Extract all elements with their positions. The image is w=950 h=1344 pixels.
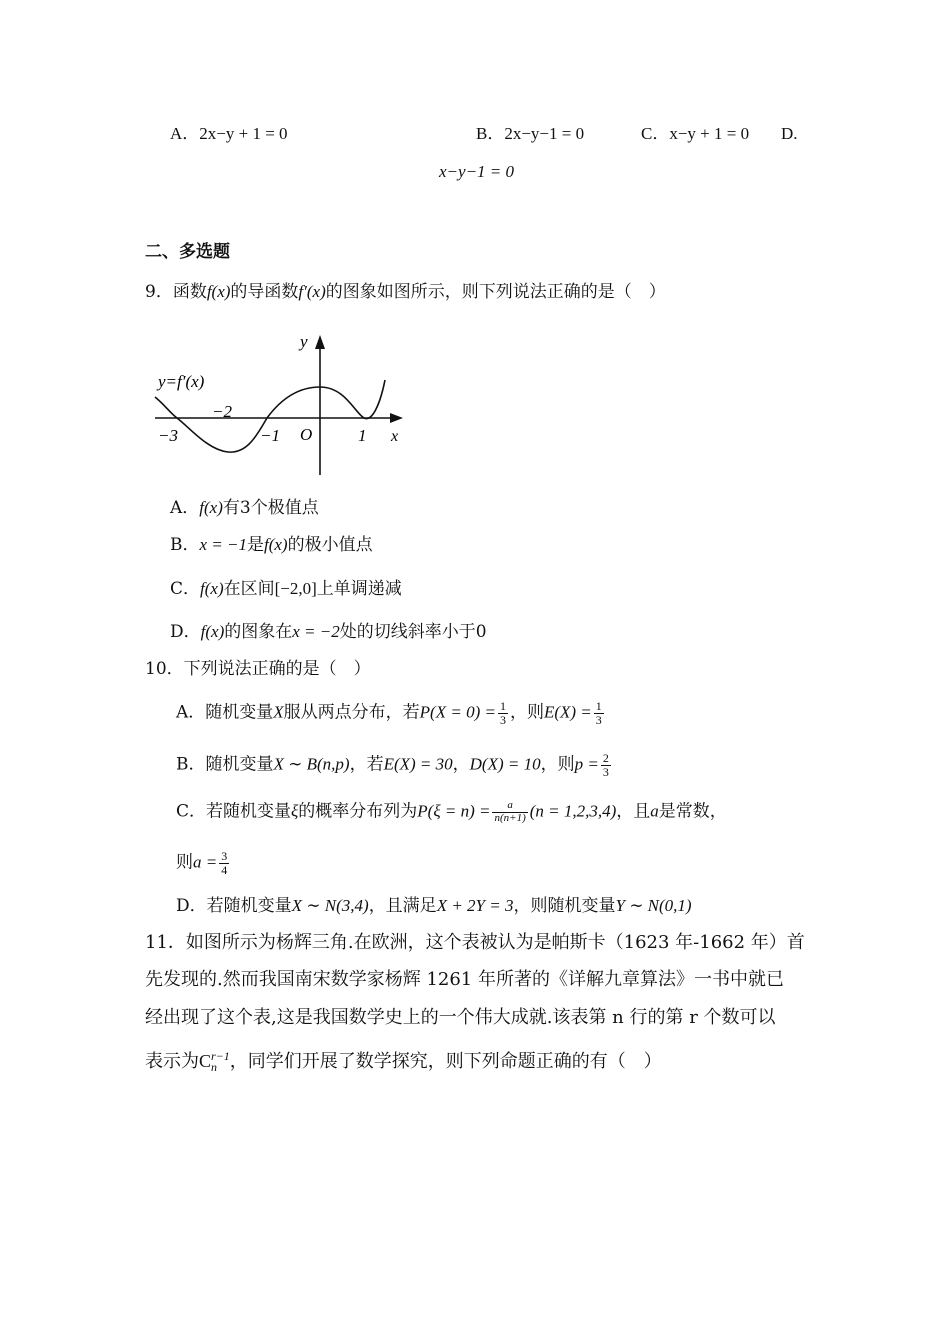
y-axis-arrow — [315, 335, 325, 349]
x-axis-label: x — [391, 428, 399, 445]
tick-label-neg2: −2 — [212, 402, 232, 421]
q8-option-a: A．2x−y + 1 = 0 — [170, 124, 288, 143]
q9-option-c: C．f(x)在区间[−2,0]上单调递减 — [170, 579, 402, 599]
curve-label: y=f′(x) — [158, 372, 205, 391]
q9-option-b: B．x = −1是f(x)的极小值点 — [170, 535, 373, 555]
q10-stem: 10．下列说法正确的是（ ） — [145, 659, 371, 679]
tick-label-1: 1 — [358, 426, 367, 445]
origin-label: O — [300, 425, 313, 444]
q8-option-d-label: D. — [781, 124, 798, 143]
q8-option-b: B．2x−y−1 = 0 — [476, 124, 585, 143]
q11-line-3: 经出现了这个表,这是我国数学史上的一个伟大成就.该表第 n 行的第 r 个数可以 — [145, 1007, 776, 1028]
q10-option-c: C．若随机变量ξ的概率分布列为P(ξ = n) = $\frac{a}{n(n+1)}$ (n = 1,2,3,4)，且a是常数， — [176, 799, 727, 824]
q10-option-d: D．若随机变量X ∼ N(3,4)，且满足X + 2Y = 3，则随机变量Y ∼ N(0,1) — [176, 896, 692, 916]
tick-label-neg3: −3 — [158, 426, 178, 445]
section-heading: 二、多选题 — [145, 242, 230, 262]
q10-option-b: B．随机变量X ∼ B(n,p)，若E(X) = 30，D(X) = 10，则p = $\frac{2}{3}$ — [176, 751, 609, 779]
q9-option-a: A．f(x)有3个极值点 — [170, 498, 319, 518]
q11-line-1: 11．如图所示为杨辉三角.在欧洲，这个表被认为是帕斯卡（1623 年-1662 年）首 — [145, 932, 805, 953]
q9-stem: 9．函数f(x)的导函数f′(x)的图象如图所示，则下列说法正确的是（ ） — [145, 282, 666, 302]
q9-option-d: D．f(x)的图象在x = −2处的切线斜率小于0 — [170, 622, 487, 642]
q8-option-d-expr: x−y−1 = 0 — [439, 162, 515, 181]
q10-option-a: A．随机变量X服从两点分布，若P(X = 0) = $\frac{1}{3}$ ，则E(X) = $\frac{1}{3}$ — [176, 699, 602, 727]
q11-line-2: 先发现的.然而我国南宋数学家杨辉 1261 年所著的《详解九章算法》一书中就已 — [145, 969, 784, 990]
q11-line-4: 表示为C r−1 n ，同学们开展了数学探究，则下列命题正确的有（ ） — [145, 1049, 662, 1074]
y-axis-label: y — [300, 332, 308, 351]
tick-label-neg1: −1 — [260, 426, 280, 445]
q10-option-c-cont: 则a = $\frac{3}{4}$ — [176, 849, 228, 877]
x-axis-arrow — [390, 413, 403, 423]
combination-symbol: C — [199, 1051, 212, 1071]
q8-option-c: C．x−y + 1 = 0 — [641, 124, 750, 143]
derivative-graph — [150, 325, 410, 485]
